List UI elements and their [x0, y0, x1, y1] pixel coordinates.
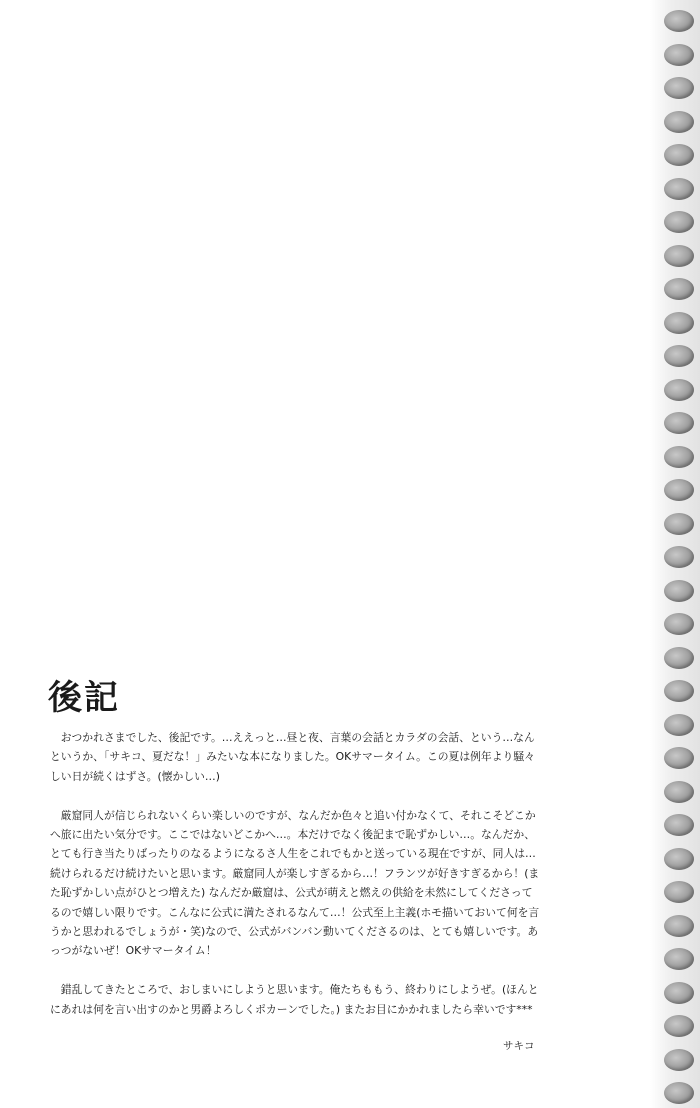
page-title: 後記: [48, 678, 120, 718]
binding-ring: [664, 1015, 694, 1037]
binding-ring: [664, 245, 694, 267]
spiral-binding: [650, 0, 700, 1108]
paragraph-3: 錯乱してきたところで、おしまいにしようと思います。俺たちももう、終わりにしようぜ。(ほんとにあれは何を言い出すのかと男爵よろしくポカーンでした。) またお目にかかれましたら幸いです***: [50, 983, 539, 1016]
binding-ring: [664, 111, 694, 133]
binding-ring: [664, 915, 694, 937]
binding-ring: [664, 77, 694, 99]
binding-ring: [664, 781, 694, 803]
binding-ring: [664, 747, 694, 769]
binding-ring: [664, 1082, 694, 1104]
paragraph-2: 厳窟同人が信じられないくらい楽しいのですが、なんだか色々と追い付かなくて、それこそどこかへ旅に出たい気分です。ここではないどこかへ…。本だけでなく後記まで恥ずかしい…。なんだか、とても行き当たりばったりのなるようになるさ人生をこれでもかと送っている現在ですが、同人は…続けられるだけ続けたいと思います。厳窟同人が楽しすぎるから…！フランツが好きすぎるから！(また恥ずかしい点がひとつ増えた) なんだか厳窟は、公式が萌えと燃えの供給を未然にしてくださってるので嬉しい限りです。こんなに公式に満たされるなんて…！公式至上主義(ホモ描いておいて何を言うかと思われるでしょうが・笑)なので、公式がバンバン動いてくださるのは、とても嬉しいです。あっつがないぜ！OKサマータイム！: [50, 808, 540, 958]
binding-ring: [664, 211, 694, 233]
paragraph-1: おつかれさまでした、後記です。…ええっと…昼と夜、言葉の会話とカラダの会話、という…なんというか、「サキコ、夏だな！」みたいな本になりました。OKサマータイム。この夏は例年より騒々しい日が続くはずさ。(懐かしい…): [50, 731, 535, 783]
binding-ring: [664, 312, 694, 334]
binding-ring: [664, 278, 694, 300]
binding-ring: [664, 546, 694, 568]
binding-ring: [664, 613, 694, 635]
binding-ring: [664, 580, 694, 602]
binding-ring: [664, 479, 694, 501]
afterword-body: [50, 728, 542, 1038]
binding-ring: [664, 379, 694, 401]
binding-ring: [664, 44, 694, 66]
binding-ring: [664, 848, 694, 870]
binding-ring: [664, 513, 694, 535]
author-signature: サキコ: [503, 1040, 535, 1052]
binding-ring: [664, 881, 694, 903]
binding-ring: [664, 647, 694, 669]
binding-ring: [664, 10, 694, 32]
binding-ring: [664, 178, 694, 200]
binding-ring: [664, 982, 694, 1004]
binding-ring: [664, 814, 694, 836]
binding-ring: [664, 714, 694, 736]
binding-ring: [664, 144, 694, 166]
binding-ring: [664, 446, 694, 468]
binding-ring: [664, 948, 694, 970]
binding-ring: [664, 412, 694, 434]
binding-ring: [664, 680, 694, 702]
binding-ring: [664, 1049, 694, 1071]
binding-ring: [664, 345, 694, 367]
